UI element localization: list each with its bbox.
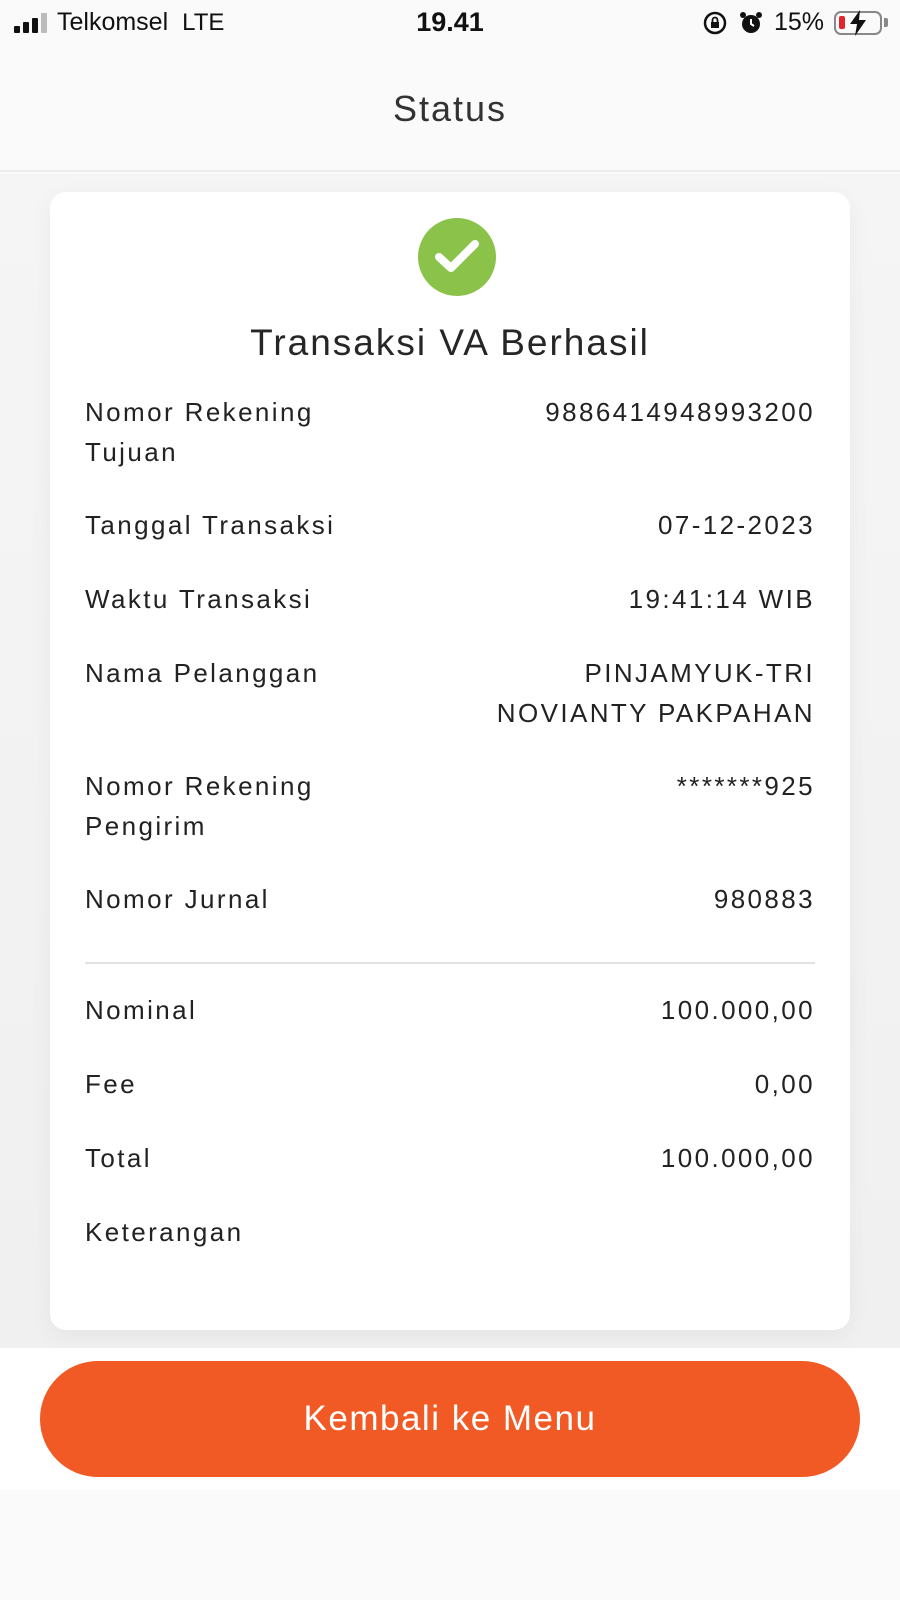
row-label: Keterangan: [85, 1217, 244, 1247]
row-fee: [85, 1064, 815, 1104]
row-value: PINJAMYUK-TRI NOVIANTY PAKPAHAN: [496, 658, 815, 728]
row-value: 0,00: [754, 1069, 815, 1099]
row-label: Nama Pelanggan: [85, 658, 320, 688]
page-title: Status: [392, 88, 508, 129]
row-total: [85, 1138, 815, 1178]
success-check-icon: [418, 218, 496, 296]
row-journal-number: [85, 879, 815, 919]
row-value: 980883: [713, 884, 815, 914]
battery-tip: [884, 18, 888, 27]
row-value: 19:41:14 WIB: [628, 584, 815, 614]
battery-percent: 15%: [773, 8, 824, 36]
row-label: Total: [85, 1143, 152, 1173]
receipt-card: [50, 192, 850, 1330]
page-header: [0, 48, 900, 172]
row-label: Nomor Rekening Pengirim: [85, 771, 314, 841]
row-label: Fee: [85, 1069, 138, 1099]
carrier-name: Telkomsel: [57, 8, 169, 36]
row-description: [85, 1212, 815, 1252]
row-sender-account: [85, 766, 815, 846]
row-transaction-date: [85, 505, 815, 545]
row-customer-name: [85, 653, 815, 733]
row-destination-account: [85, 392, 815, 472]
network-type: LTE: [182, 8, 225, 36]
row-value: 100.000,00: [660, 1143, 815, 1173]
row-value: *******925: [676, 771, 815, 801]
divider: [85, 962, 815, 964]
battery-icon: [834, 11, 882, 35]
row-value: 100.000,00: [660, 995, 815, 1025]
row-label: Tanggal Transaksi: [85, 510, 336, 540]
row-label: Nomor Rekening Tujuan: [85, 397, 314, 467]
row-value: 07-12-2023: [658, 510, 815, 540]
bottom-area: [0, 1490, 900, 1600]
row-label: Waktu Transaksi: [85, 584, 313, 614]
status-bar: [0, 0, 900, 48]
row-label: Nomor Jurnal: [85, 884, 270, 914]
row-transaction-time: [85, 579, 815, 619]
alarm-icon: [738, 10, 764, 36]
back-to-menu-button[interactable]: Kembali ke Menu: [40, 1361, 860, 1477]
footer-bar: [0, 1348, 900, 1490]
rotation-lock-icon: [702, 10, 728, 36]
row-label: Nominal: [85, 995, 198, 1025]
row-nominal: [85, 990, 815, 1030]
clock: 19.41: [416, 7, 484, 37]
transaction-title: Transaksi VA Berhasil: [250, 322, 650, 363]
row-value: 9886414948993200: [545, 397, 815, 427]
row-value: [455, 1212, 815, 1252]
